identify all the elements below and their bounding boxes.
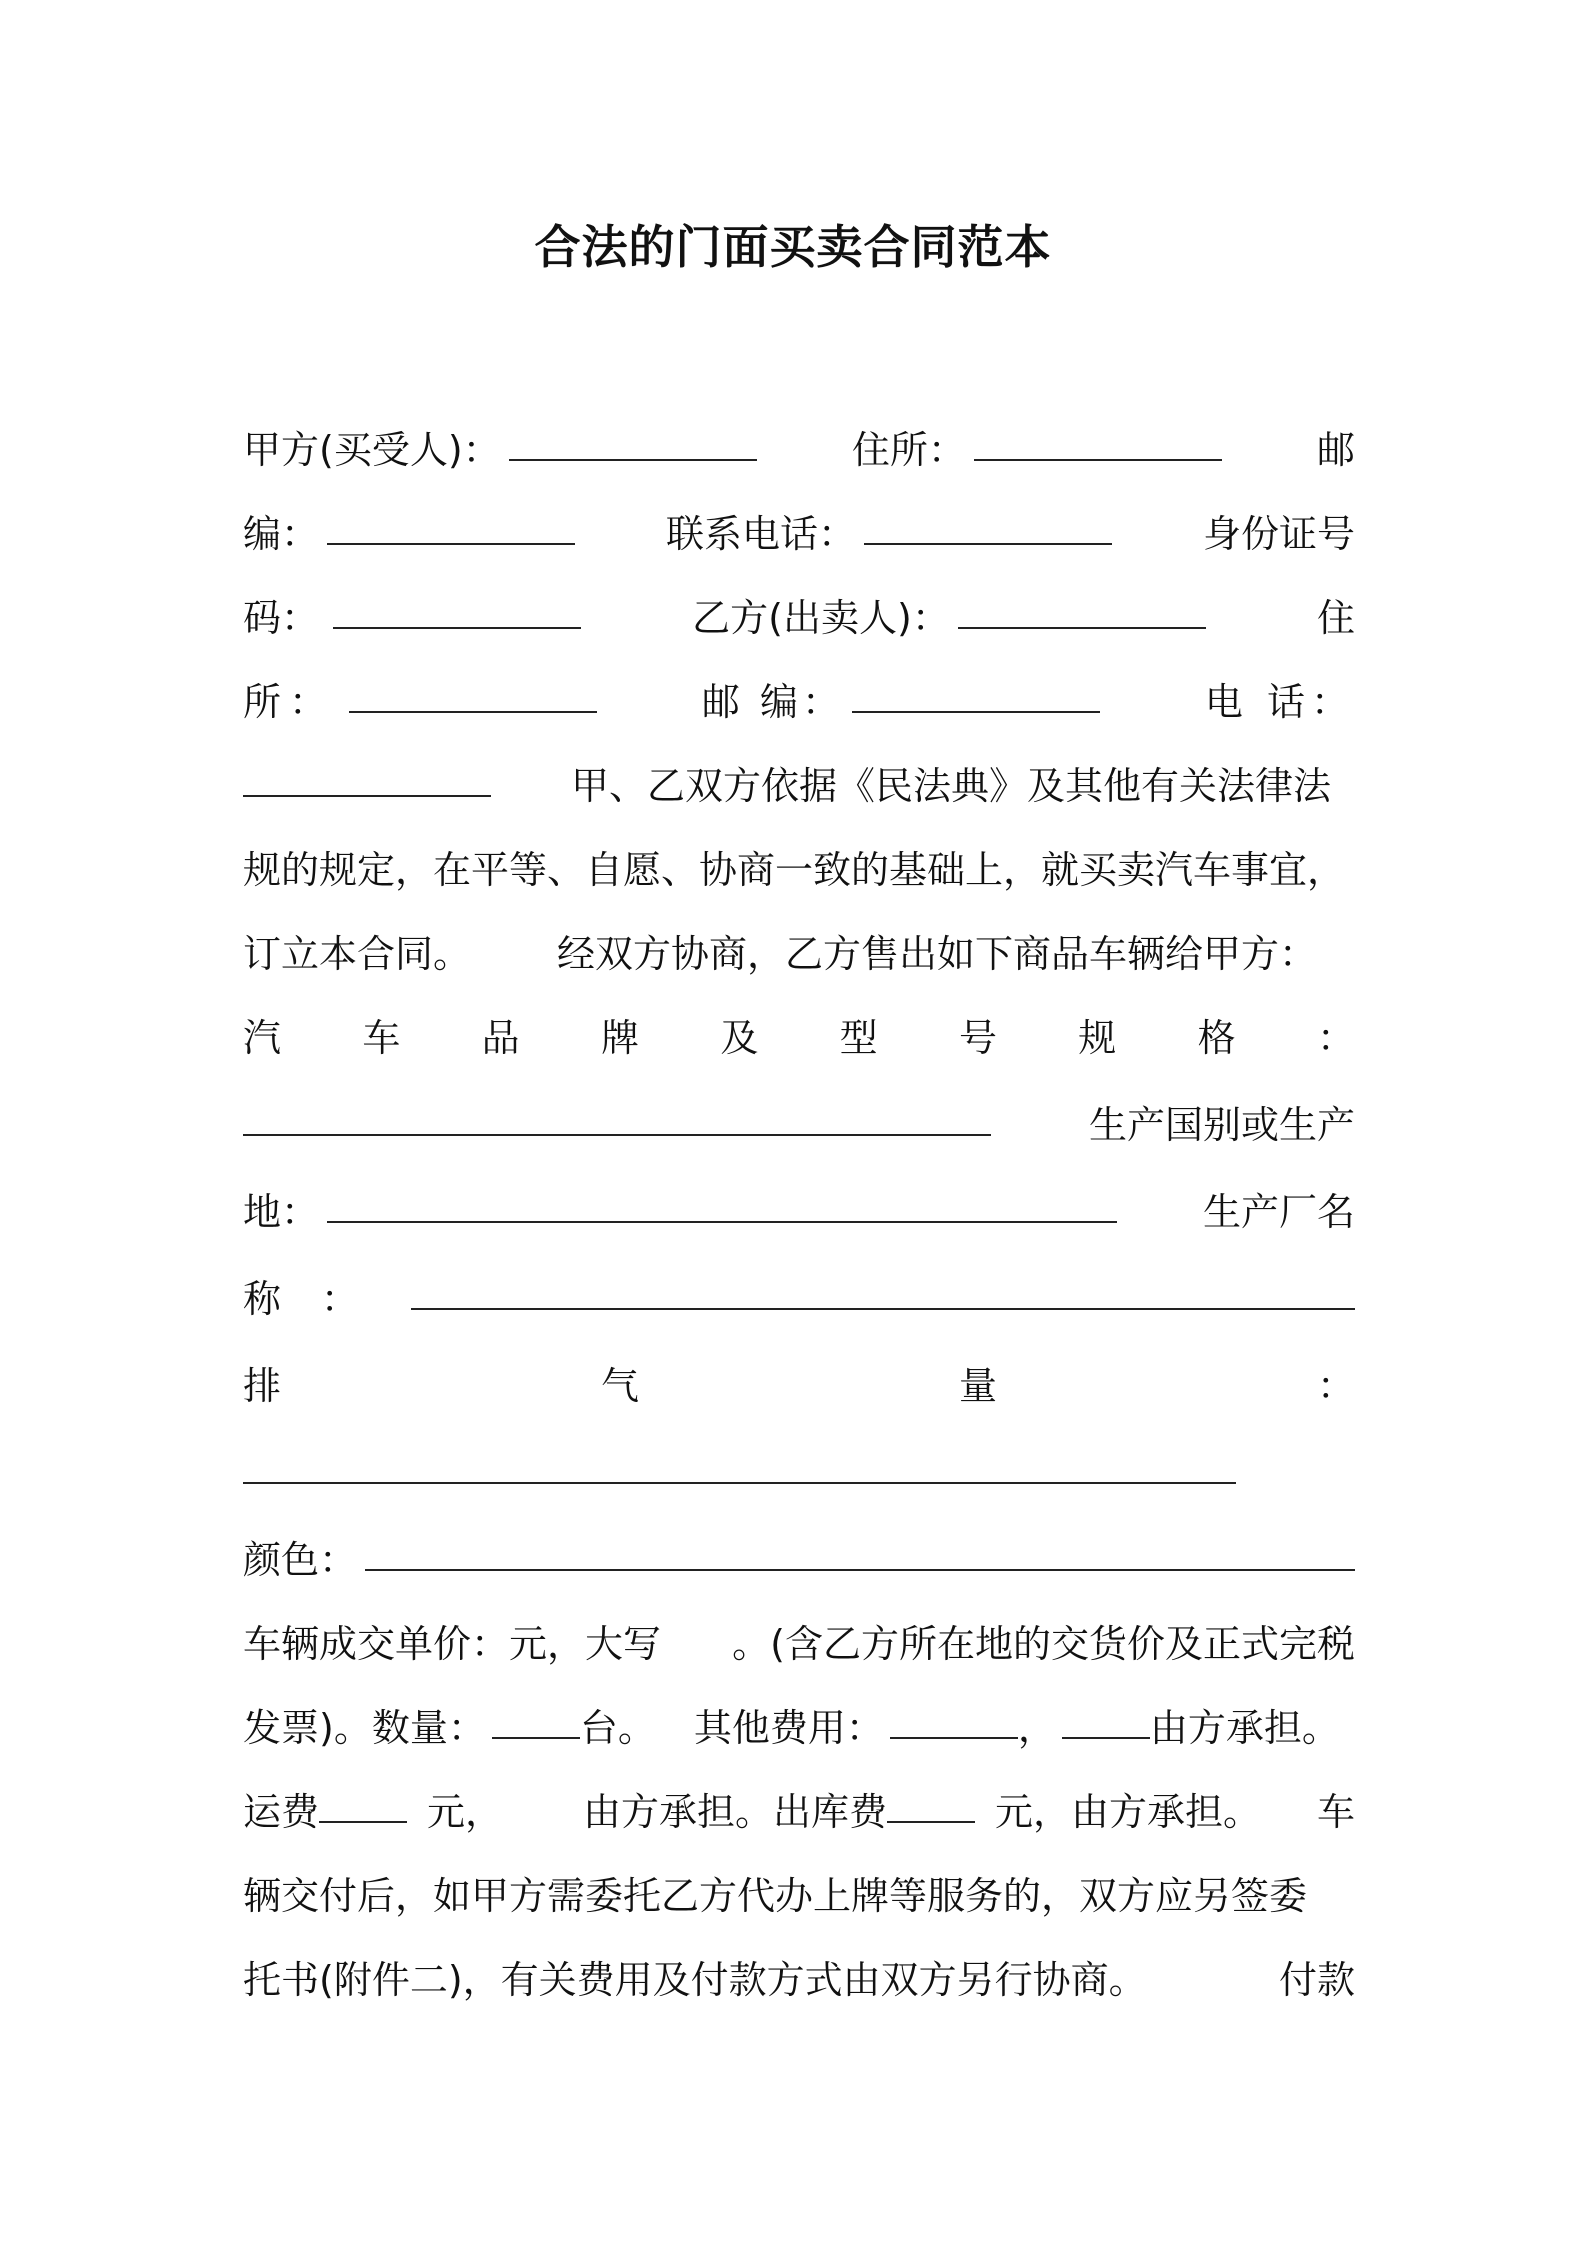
line-delivery: [243, 1850, 1355, 1934]
displacement-char: 量: [958, 1363, 997, 1408]
freight-unit: 元，: [427, 1789, 504, 1834]
party-a-postcode-label-start: 邮: [1316, 427, 1355, 472]
document-title: 合法的门面买卖合同范本: [534, 220, 1052, 274]
freight-blank[interactable]: [319, 1821, 407, 1823]
party-a-id-field: [243, 587, 581, 642]
line-brand-model-label: [243, 992, 1355, 1076]
brand-model-blank[interactable]: [243, 1134, 991, 1136]
origin-label-end: 地：: [243, 1189, 320, 1234]
displacement-blank[interactable]: [243, 1482, 1236, 1484]
line-postcode-phone: [243, 488, 1355, 572]
party-a-phone-field: [666, 503, 1112, 558]
party-b-phone-blank[interactable]: [243, 795, 491, 797]
delivery-text-start: 车: [1316, 1789, 1355, 1834]
brand-char: 规: [1078, 1015, 1117, 1060]
quantity-unit: 台。: [579, 1705, 656, 1750]
brand-char: 牌: [600, 1015, 639, 1060]
freight-label: 运费: [243, 1789, 320, 1834]
displacement-char: ：: [1316, 1363, 1355, 1408]
other-fees-bearer: 由方承担。: [1149, 1705, 1340, 1750]
line-displacement-blank: [243, 1424, 1355, 1514]
party-b-phone-label: 电 话：: [1204, 679, 1355, 724]
other-fees-blank[interactable]: [890, 1737, 1018, 1739]
party-b-postcode-label: 邮 编：: [701, 679, 844, 724]
manufacturer-colon: ：: [320, 1276, 359, 1321]
party-a-label: 甲方(买受人)：: [243, 427, 501, 472]
brand-char: 汽: [243, 1015, 282, 1060]
party-b-address-blank[interactable]: [349, 711, 597, 713]
party-a-phone-label: 联系电话：: [665, 511, 856, 556]
party-a-address-field: [852, 419, 1222, 474]
brand-char: 格: [1197, 1015, 1236, 1060]
brand-char: 型: [839, 1015, 878, 1060]
party-b-label: 乙方(出卖人)：: [692, 595, 950, 640]
brand-char: 及: [720, 1015, 759, 1060]
party-b-postcode-field: [702, 671, 1100, 726]
origin-label-start: 生产国别或生产: [1088, 1102, 1355, 1147]
origin-blank[interactable]: [327, 1221, 1117, 1223]
line-unit-price: [243, 1598, 1355, 1682]
party-a-postcode-label-end: 编：: [243, 511, 320, 556]
delivery-text: 辆交付后，如甲方需委托乙方代办上牌等服务的，双方应另签委: [243, 1873, 1308, 1918]
sale-intro-text: 经双方协商，乙方售出如下商品车辆给甲方：: [557, 931, 1318, 976]
manufacturer-label-start: 生产厂名: [1202, 1189, 1355, 1234]
brand-char: ：: [1316, 1015, 1355, 1060]
brand-char: 号: [958, 1015, 997, 1060]
agreement-text: 订立本合同。: [243, 931, 472, 976]
line-party-b-contact: [243, 656, 1355, 740]
line-legal-basis: [243, 740, 1355, 824]
unit-price-text: 车辆成交单价：元，大写: [243, 1621, 662, 1666]
party-b-postcode-blank[interactable]: [852, 711, 1100, 713]
line-brand-blank: [243, 1076, 1355, 1166]
legal-basis-text: 甲、乙双方依据《民法典》及其他有关法律法: [571, 763, 1332, 808]
party-a-postcode-blank[interactable]: [327, 543, 575, 545]
color-label: 颜色：: [243, 1537, 358, 1582]
line-origin: [243, 1166, 1355, 1250]
color-blank[interactable]: [365, 1569, 1355, 1571]
line-freight: [243, 1766, 1355, 1850]
line-color: [243, 1514, 1355, 1598]
party-b-field: [692, 587, 1206, 642]
line-displacement-label: [243, 1340, 1355, 1424]
party-b-address-field: [243, 671, 597, 726]
quantity-blank[interactable]: [492, 1737, 580, 1739]
party-a-phone-blank[interactable]: [864, 543, 1112, 545]
party-b-blank[interactable]: [958, 627, 1206, 629]
displacement-char: 排: [243, 1363, 282, 1408]
line-agreement: [243, 908, 1355, 992]
party-a-postcode-field: [243, 503, 575, 558]
line-principles: [243, 824, 1355, 908]
freight-bearer-text: 由方承担。出库费: [583, 1789, 888, 1834]
other-fees-label: 其他费用：: [693, 1705, 884, 1750]
party-a-address-blank[interactable]: [974, 459, 1222, 461]
origin-field: [243, 1181, 1117, 1236]
brand-char: 车: [362, 1015, 401, 1060]
payment-label-start: 付款: [1278, 1957, 1355, 2002]
brand-char: 品: [481, 1015, 520, 1060]
quantity-label: 发票)。数量：: [243, 1705, 486, 1750]
other-fees-comma: ，: [1017, 1705, 1056, 1750]
power-of-attorney-text: 托书(附件二)，有关费用及付款方式由双方另行协商。: [243, 1957, 1147, 2002]
party-a-address-label: 住所：: [851, 427, 966, 472]
line-power-of-attorney: [243, 1934, 1355, 2018]
party-b-address-label-end: 所：: [243, 679, 336, 724]
party-a-id-label-end: 码：: [243, 595, 320, 640]
other-fees-party-blank[interactable]: [1062, 1737, 1150, 1739]
party-a-field: [243, 419, 757, 474]
line-party-a: [243, 404, 1355, 488]
contract-body: [243, 404, 1355, 2018]
line-id-party-b: [243, 572, 1355, 656]
outbound-fee-text: 元，由方承担。: [995, 1789, 1262, 1834]
party-b-address-label-start: 住: [1316, 595, 1355, 640]
principles-text: 规的规定，在平等、自愿、协商一致的基础上，就买卖汽车事宜，: [243, 847, 1346, 892]
manufacturer-label-end: 称: [243, 1276, 282, 1321]
line-manufacturer: [243, 1250, 1355, 1340]
party-a-blank[interactable]: [509, 459, 757, 461]
party-a-id-label-start: 身份证号: [1202, 511, 1355, 556]
displacement-char: 气: [600, 1363, 639, 1408]
unit-price-note: 。(含乙方所在地的交货价及正式完税: [732, 1621, 1355, 1666]
outbound-fee-blank[interactable]: [887, 1821, 975, 1823]
manufacturer-blank[interactable]: [411, 1308, 1355, 1310]
party-a-id-blank[interactable]: [333, 627, 581, 629]
line-quantity: [243, 1682, 1355, 1766]
